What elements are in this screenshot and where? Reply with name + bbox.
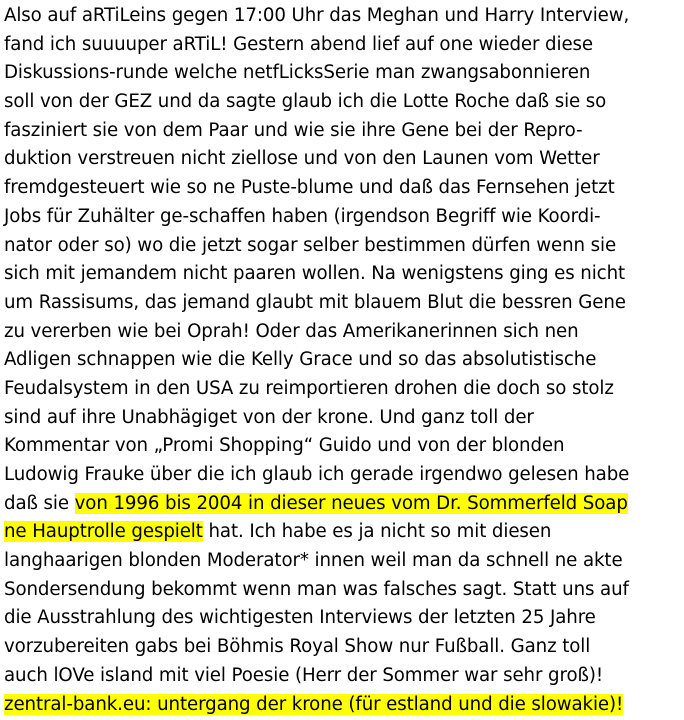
text-line: Feudalsystem in den USA zu reimportieren drohen die doch so stolz	[4, 377, 614, 399]
text-line: sind auf ihre Unabhägiget von der krone. Und ganz toll der	[4, 406, 534, 428]
text-line: duktion verstreuen nicht ziellose und von den Launen vom Wetter	[4, 148, 600, 170]
text-line: fand ich suuuuper aRTiL! Gestern abend lief auf one wieder diese	[4, 33, 594, 55]
text-line: auch lOVe island mit viel Poesie (Herr der Sommer war sehr groß)!	[4, 664, 604, 686]
text-line: sich mit jemandem nicht paaren wollen. Na wenigstens ging es nicht	[4, 263, 626, 285]
text-line: Adligen schnappen wie die Kelly Grace und so das absolutistische	[4, 349, 597, 371]
text-line: Jobs für Zuhälter ge-schaffen haben (irgendson Begriff wie Koordi-	[4, 205, 601, 227]
text-segment: daß sie	[4, 492, 75, 514]
text-line-highlighted-end	[4, 518, 684, 547]
text-line: langhaarigen blonden Moderator* innen weil man da schnell ne akte	[4, 550, 623, 572]
text-line: zu vererben wie bei Oprah! Oder das Amerikanerinnen sich nen	[4, 320, 579, 342]
text-line: Ludowig Frauke über die ich glaub ich gerade irgendwo gelesen habe	[4, 464, 630, 485]
text-line: Also auf aRTiLeins gegen 17:00 Uhr das Meghan und Harry Interview,	[4, 5, 630, 26]
text-line: nator oder so) wo die jetzt sogar selber bestimmen dürfen wenn sie	[4, 234, 617, 256]
text-line: Diskussions-runde welche netfLicksSerie man zwangsabonnieren	[4, 62, 591, 84]
text-segment: hat. Ich habe es ja nicht so mit diesen	[202, 521, 552, 543]
text-line: vorzubereiten gabs bei Böhmis Royal Show nur Fußball. Ganz toll	[4, 636, 591, 658]
text-line: Sondersendung bekommt wenn man was falsches sagt. Statt uns auf	[4, 578, 629, 600]
highlighted-text: von 1996 bis 2004 in dieser neues vom Dr. Sommerfeld Soap	[74, 492, 628, 514]
text-line-highlighted-start	[4, 490, 684, 519]
text-line: fasziniert sie von dem Paar und wie sie ihre Gene bei der Repro-	[4, 119, 583, 141]
highlighted-text: ne Hauptrolle gespielt	[4, 521, 203, 543]
highlighted-text: zentral-bank.eu: untergang der krone (für estland und die slowakie)!	[4, 693, 624, 715]
text-line: Kommentar von „Promi Shopping“ Guido und von der blonden	[4, 435, 565, 457]
text-line: soll von der GEZ und da sagte glaub ich die Lotte Roche daß sie so	[4, 91, 607, 113]
text-line: fremdgesteuert wie so ne Puste-blume und daß das Fernsehen jetzt	[4, 177, 615, 199]
text-line-highlighted	[4, 691, 684, 720]
text-line: um Rassisums, das jemand glaubt mit blauem Blut die bessren Gene	[4, 291, 626, 313]
document-body	[4, 2, 684, 719]
text-line: die Ausstrahlung des wichtigesten Interviews der letzten 25 Jahre	[4, 607, 596, 629]
